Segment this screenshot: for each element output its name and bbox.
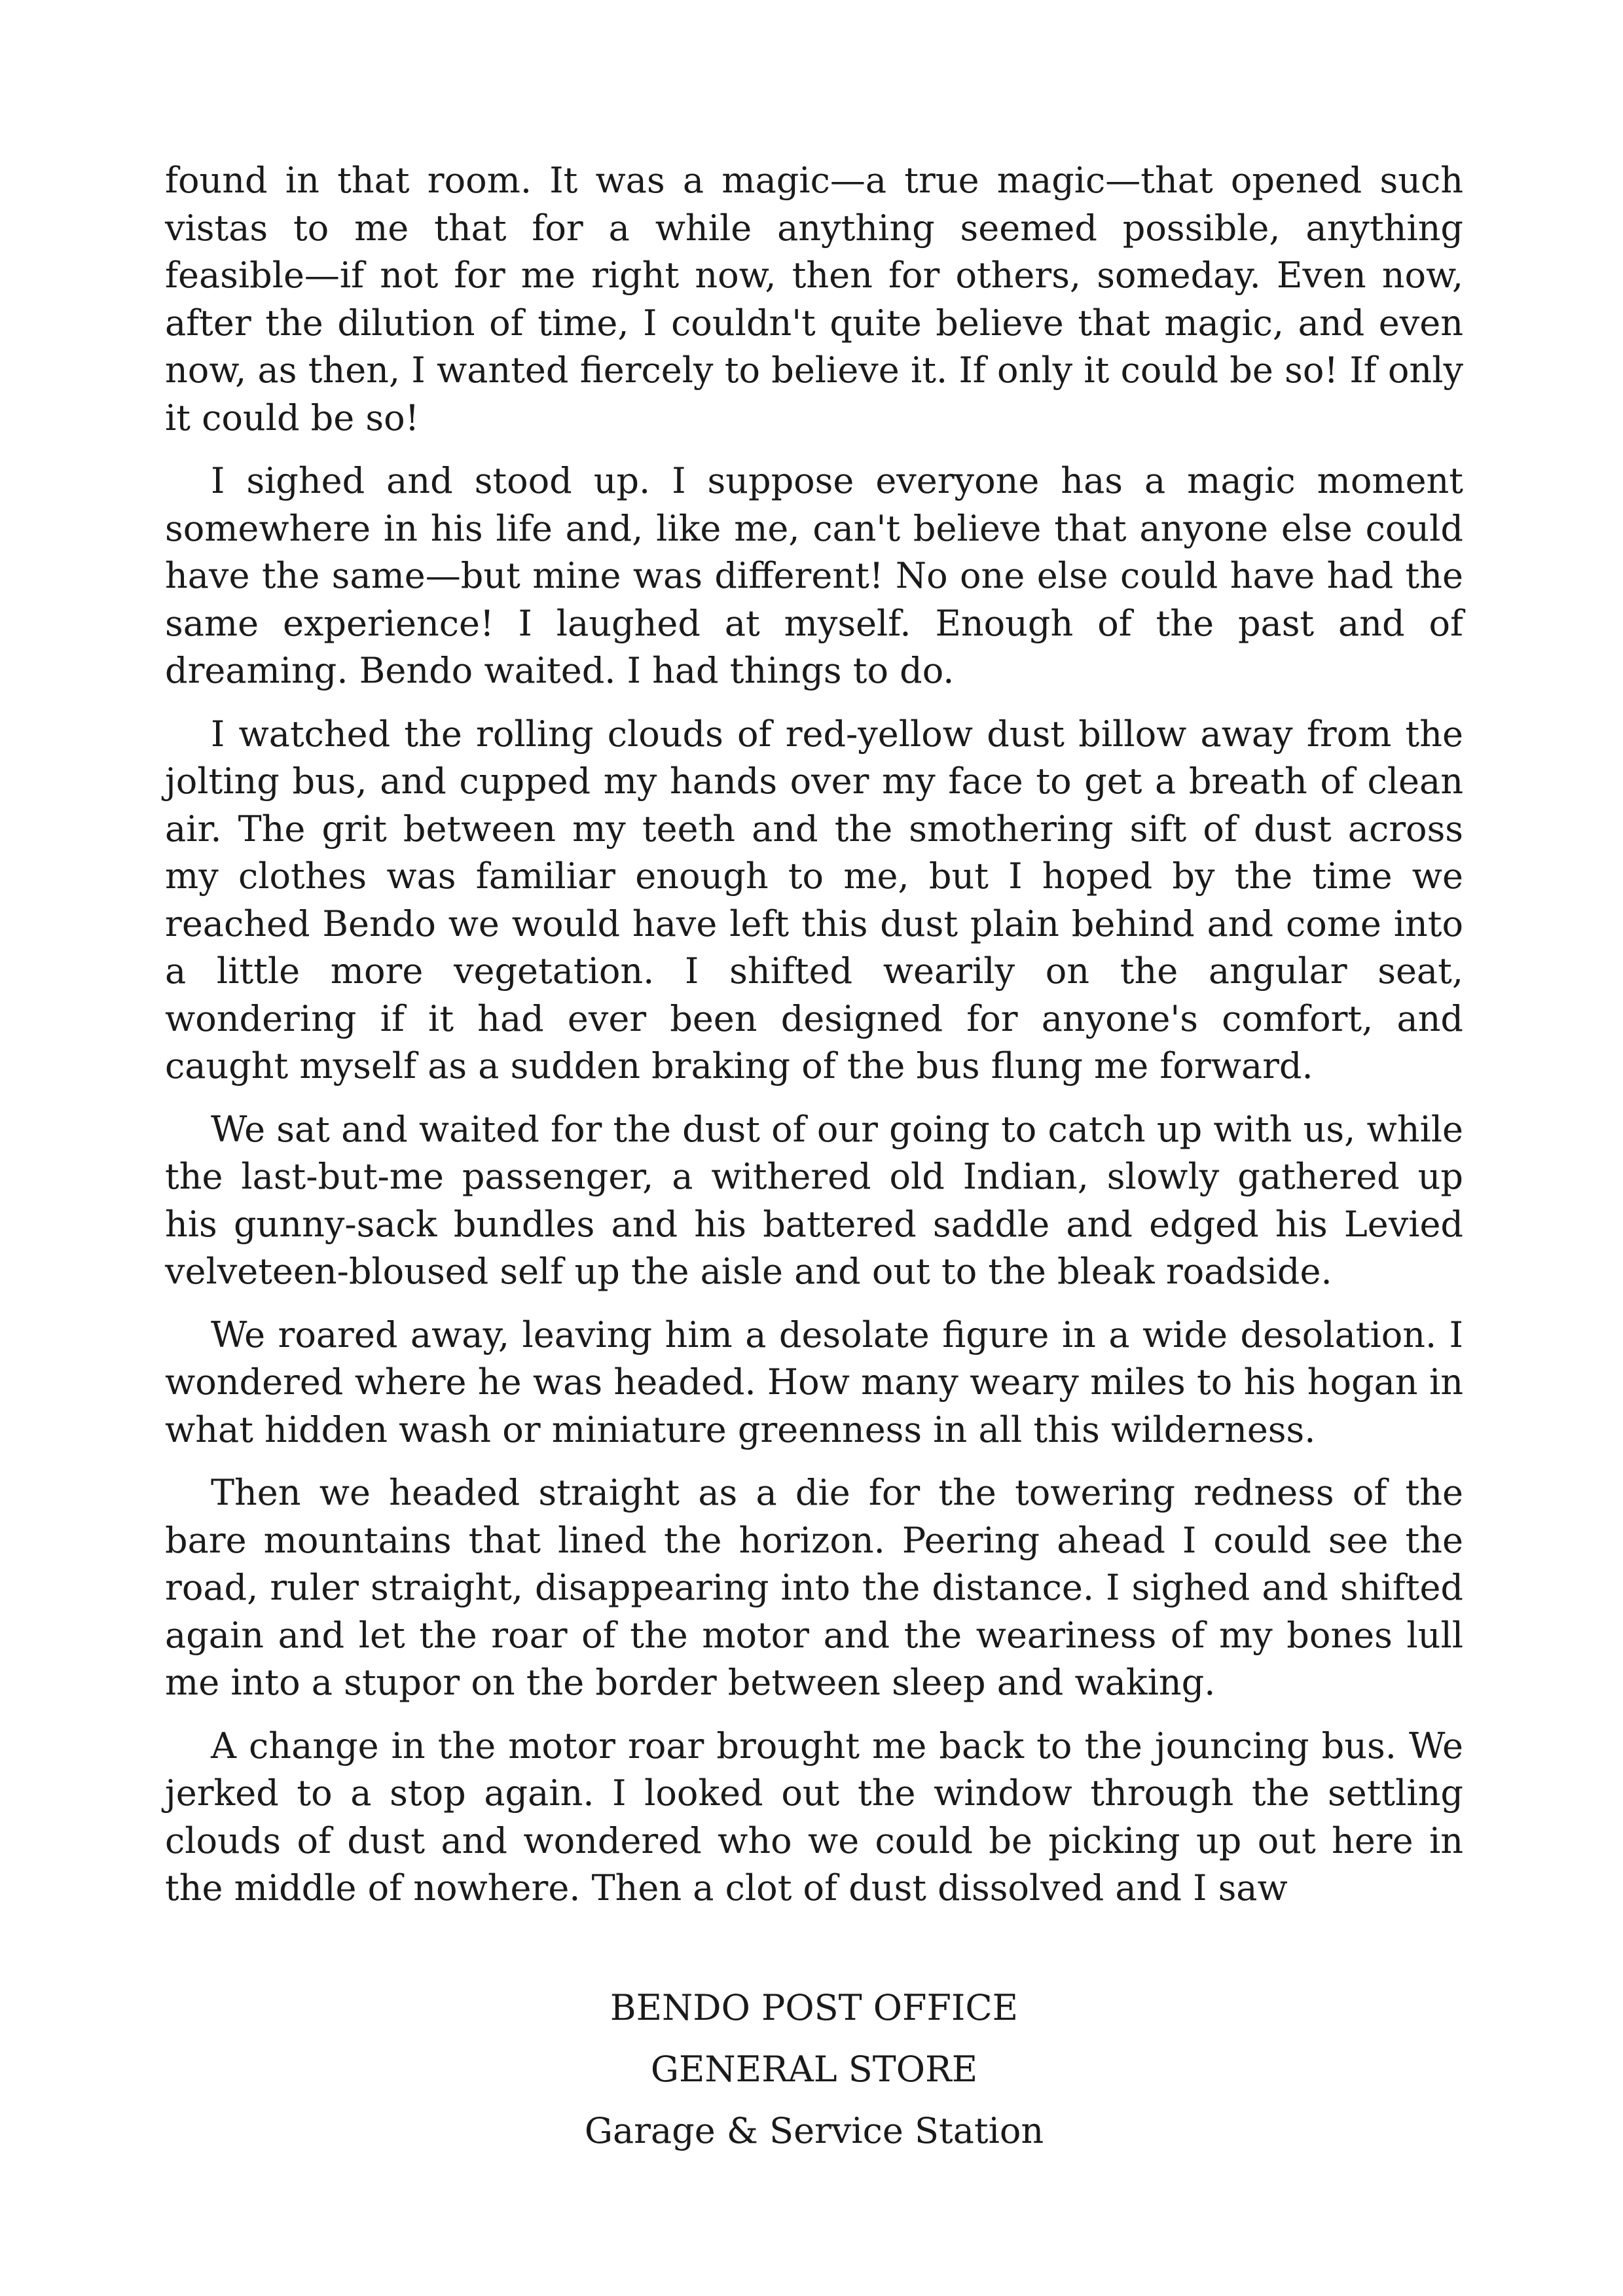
paragraph-3: I watched the rolling clouds of red-yellow dust billow away from the jolting bus, and cupped my hands over my face to get a breath of clean air. The grit between my teeth and the smothering sift of dust across my clothes was familiar enough to me, but I hoped by the time we reached Bendo we would have left this dust plain behind and come into a little more vegetation. I shifted wearily on the angular seat, wondering if it had ever been designed for anyone's comfort, and caught myself as a sudden braking of the bus flung me forward. bbox=[165, 713, 1463, 1086]
paragraph-5: We roared away, leaving him a desolate figure in a wide desolation. I wondered where he was headed. How many weary miles to his hogan in what hidden wash or miniature greenness in all this wilderness. bbox=[165, 1314, 1463, 1450]
paragraph-6: Then we headed straight as a die for the towering redness of the bare mountains that lined the horizon. Peering ahead I could see the road, ruler straight, disappearing into the distance. I sighed and shifted again and let the roar of the motor and the weariness of my bones lull me into a stupor on the border between sleep and waking. bbox=[165, 1472, 1463, 1703]
paragraph-4: We sat and waited for the dust of our going to catch up with us, while the last-but-me passenger, a withered old Indian, slowly gathered up his gunny-sack bundles and his battered saddle and edged his Levied velveteen-bloused self up the aisle and out to the bleak roadside. bbox=[165, 1108, 1463, 1292]
sign-line-post-office: BENDO POST OFFICE bbox=[610, 1986, 1019, 2028]
paragraph-2: I sighed and stood up. I suppose everyone has a magic moment somewhere in his life and, like me, can't believe that anyone else could have the same—but mine was different! No one else could have had the same experience! I laughed at myself. Enough of the past and of dreaming. Bendo waited. I had things to do. bbox=[165, 460, 1463, 691]
paragraph-7: A change in the motor roar brought me back to the jouncing bus. We jerked to a stop again. I looked out the window through the settling clouds of dust and wondered who we could be picking up out here in the middle of nowhere. Then a clot of dust dissolved and I saw bbox=[165, 1725, 1463, 1909]
sign-line-general-store: GENERAL STORE bbox=[650, 2048, 978, 2090]
sign-line-garage: Garage & Service Station bbox=[584, 2109, 1044, 2151]
store-sign bbox=[165, 1984, 1463, 2155]
page-body bbox=[165, 157, 1463, 2169]
paragraph-1: found in that room. It was a magic—a true magic—that opened such vistas to me that for a while anything seemed possible, anything feasible—if not for me right now, then for others, someday. Even now, after the dilution of time, I couldn't quite believe that magic, and even now, as then, I wanted fiercely to believe it. If only it could be so! If only it could be so! bbox=[165, 160, 1463, 439]
